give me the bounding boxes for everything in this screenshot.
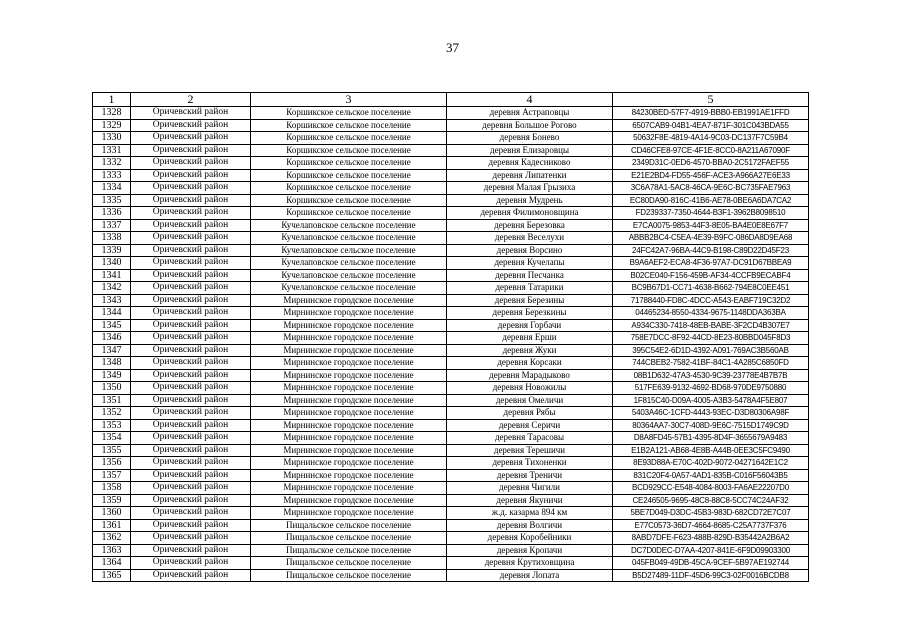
cell-number: 1362 bbox=[93, 532, 131, 545]
cell-guid: 80364AA7-30C7-408D-9E6C-7515D1749C9D bbox=[613, 419, 809, 432]
cell-place: деревня Ерши bbox=[447, 332, 613, 345]
cell-place: деревня Песчанка bbox=[447, 269, 613, 282]
column-header-guid: 5 bbox=[613, 93, 809, 107]
cell-district: Оричевский район bbox=[131, 219, 251, 232]
cell-place: деревня Якуничи bbox=[447, 494, 613, 507]
cell-number: 1355 bbox=[93, 444, 131, 457]
cell-settlement: Кучелаповское сельское поселение bbox=[251, 269, 447, 282]
cell-district: Оричевский район bbox=[131, 332, 251, 345]
cell-number: 1330 bbox=[93, 132, 131, 145]
cell-settlement: Мирнинское городское поселение bbox=[251, 394, 447, 407]
cell-district: Оричевский район bbox=[131, 569, 251, 582]
cell-district: Оричевский район bbox=[131, 519, 251, 532]
cell-settlement: Мирнинское городское поселение bbox=[251, 407, 447, 420]
cell-settlement: Коршикское сельское поселение bbox=[251, 194, 447, 207]
table-row bbox=[93, 132, 809, 145]
cell-guid: BC9B67D1-CC71-4638-B662-794E8C0EE451 bbox=[613, 282, 809, 295]
cell-district: Оричевский район bbox=[131, 394, 251, 407]
cell-place: деревня Корсаки bbox=[447, 357, 613, 370]
cell-district: Оричевский район bbox=[131, 382, 251, 395]
page-number: 37 bbox=[446, 40, 459, 55]
cell-guid: E21E2BD4-FD55-456F-ACE3-A966A27E6E33 bbox=[613, 169, 809, 182]
table-row bbox=[93, 269, 809, 282]
cell-settlement: Мирнинское городское поселение bbox=[251, 369, 447, 382]
cell-number: 1341 bbox=[93, 269, 131, 282]
cell-guid: B02CE040-F156-459B-AF34-4CCFB9ECABF4 bbox=[613, 269, 809, 282]
cell-number: 1340 bbox=[93, 257, 131, 270]
cell-number: 1358 bbox=[93, 482, 131, 495]
cell-guid: 50632F8E-4819-4A14-9C03-DC137F7C59B4 bbox=[613, 132, 809, 145]
cell-place: деревня Тихоненки bbox=[447, 457, 613, 470]
cell-number: 1349 bbox=[93, 369, 131, 382]
cell-settlement: Пищальское сельское поселение bbox=[251, 557, 447, 570]
table-row bbox=[93, 194, 809, 207]
cell-number: 1339 bbox=[93, 244, 131, 257]
cell-district: Оричевский район bbox=[131, 132, 251, 145]
cell-settlement: Коршикское сельское поселение bbox=[251, 107, 447, 120]
cell-guid: 04465234-8550-4334-9675-1148DDA363BA bbox=[613, 307, 809, 320]
cell-number: 1329 bbox=[93, 119, 131, 132]
cell-guid: 1F815C40-D09A-4005-A3B3-5478A4F5E807 bbox=[613, 394, 809, 407]
cell-number: 1348 bbox=[93, 357, 131, 370]
table-row bbox=[93, 419, 809, 432]
table-row bbox=[93, 319, 809, 332]
cell-guid: E77C0573-36D7-4664-8685-C25A7737F376 bbox=[613, 519, 809, 532]
column-header-number: 1 bbox=[93, 93, 131, 107]
cell-district: Оричевский район bbox=[131, 357, 251, 370]
cell-guid: DC7D0DEC-D7AA-4207-841E-6F9D09903300 bbox=[613, 544, 809, 557]
cell-place: деревня Ворсино bbox=[447, 244, 613, 257]
table-row bbox=[93, 219, 809, 232]
cell-guid: 517FE639-9132-4692-BD68-970DE9750880 bbox=[613, 382, 809, 395]
cell-number: 1354 bbox=[93, 432, 131, 445]
cell-place: деревня Липатенки bbox=[447, 169, 613, 182]
table-body bbox=[93, 107, 809, 582]
cell-number: 1344 bbox=[93, 307, 131, 320]
table-row bbox=[93, 482, 809, 495]
cell-guid: 8ABD7DFE-F623-488B-829D-B35442A2B6A2 bbox=[613, 532, 809, 545]
cell-settlement: Мирнинское городское поселение bbox=[251, 344, 447, 357]
cell-settlement: Коршикское сельское поселение bbox=[251, 132, 447, 145]
cell-settlement: Коршикское сельское поселение bbox=[251, 207, 447, 220]
cell-district: Оричевский район bbox=[131, 232, 251, 245]
table-row bbox=[93, 457, 809, 470]
cell-district: Оричевский район bbox=[131, 169, 251, 182]
cell-place: деревня Крутиховщина bbox=[447, 557, 613, 570]
cell-number: 1338 bbox=[93, 232, 131, 245]
cell-district: Оричевский район bbox=[131, 482, 251, 495]
column-header-district: 2 bbox=[131, 93, 251, 107]
cell-place: деревня Елизаровцы bbox=[447, 144, 613, 157]
table-row bbox=[93, 444, 809, 457]
table-row bbox=[93, 157, 809, 170]
table-header bbox=[93, 93, 809, 107]
cell-number: 1361 bbox=[93, 519, 131, 532]
cell-settlement: Пищальское сельское поселение bbox=[251, 544, 447, 557]
table-row bbox=[93, 519, 809, 532]
cell-settlement: Мирнинское городское поселение bbox=[251, 469, 447, 482]
cell-district: Оричевский район bbox=[131, 469, 251, 482]
table-row bbox=[93, 369, 809, 382]
cell-guid: EC80DA90-816C-41B6-AE78-0BE6A6DA7CA2 bbox=[613, 194, 809, 207]
cell-number: 1353 bbox=[93, 419, 131, 432]
table-row bbox=[93, 494, 809, 507]
cell-guid: 758E7DCC-8F92-44CD-8E23-80BBD045F8D3 bbox=[613, 332, 809, 345]
cell-district: Оричевский район bbox=[131, 307, 251, 320]
cell-guid: 395C54E2-6D1D-4392-A091-769AC3B560AB bbox=[613, 344, 809, 357]
cell-guid: 3C6A78A1-5AC8-46CA-9E6C-BC735FAE7963 bbox=[613, 182, 809, 195]
cell-number: 1331 bbox=[93, 144, 131, 157]
table-row bbox=[93, 382, 809, 395]
cell-place: деревня Тарасовы bbox=[447, 432, 613, 445]
cell-settlement: Пищальское сельское поселение bbox=[251, 569, 447, 582]
cell-district: Оричевский район bbox=[131, 107, 251, 120]
table-row bbox=[93, 557, 809, 570]
cell-district: Оричевский район bbox=[131, 269, 251, 282]
cell-place: деревня Большое Рогово bbox=[447, 119, 613, 132]
cell-place: деревня Березкины bbox=[447, 307, 613, 320]
cell-settlement: Мирнинское городское поселение bbox=[251, 332, 447, 345]
table-row bbox=[93, 507, 809, 520]
cell-settlement: Мирнинское городское поселение bbox=[251, 319, 447, 332]
table-row bbox=[93, 332, 809, 345]
column-header-place: 4 bbox=[447, 93, 613, 107]
cell-district: Оричевский район bbox=[131, 432, 251, 445]
table-row bbox=[93, 232, 809, 245]
cell-place: деревня Веселухи bbox=[447, 232, 613, 245]
cell-district: Оричевский район bbox=[131, 419, 251, 432]
table-row bbox=[93, 169, 809, 182]
cell-place: деревня Волгичи bbox=[447, 519, 613, 532]
cell-district: Оричевский район bbox=[131, 507, 251, 520]
cell-guid: CE246505-9695-48C8-88C8-5CC74C24AF32 bbox=[613, 494, 809, 507]
cell-settlement: Коршикское сельское поселение bbox=[251, 144, 447, 157]
cell-number: 1335 bbox=[93, 194, 131, 207]
cell-number: 1336 bbox=[93, 207, 131, 220]
cell-number: 1337 bbox=[93, 219, 131, 232]
cell-place: деревня Серичи bbox=[447, 419, 613, 432]
cell-settlement: Кучелаповское сельское поселение bbox=[251, 257, 447, 270]
cell-number: 1346 bbox=[93, 332, 131, 345]
cell-number: 1351 bbox=[93, 394, 131, 407]
cell-place: деревня Терешичи bbox=[447, 444, 613, 457]
table-row bbox=[93, 344, 809, 357]
cell-guid: A934C330-7418-48EB-BABE-3F2CD4B307E7 bbox=[613, 319, 809, 332]
cell-place: деревня Лопата bbox=[447, 569, 613, 582]
cell-place: деревня Жуки bbox=[447, 344, 613, 357]
cell-district: Оричевский район bbox=[131, 119, 251, 132]
header-row bbox=[93, 93, 809, 107]
cell-district: Оричевский район bbox=[131, 244, 251, 257]
table-row bbox=[93, 294, 809, 307]
cell-number: 1363 bbox=[93, 544, 131, 557]
cell-number: 1364 bbox=[93, 557, 131, 570]
table-row bbox=[93, 432, 809, 445]
cell-settlement: Мирнинское городское поселение bbox=[251, 357, 447, 370]
cell-place: деревня Рябы bbox=[447, 407, 613, 420]
table-row bbox=[93, 107, 809, 120]
cell-number: 1343 bbox=[93, 294, 131, 307]
column-header-settlement: 3 bbox=[251, 93, 447, 107]
cell-district: Оричевский район bbox=[131, 294, 251, 307]
cell-settlement: Мирнинское городское поселение bbox=[251, 482, 447, 495]
cell-settlement: Мирнинское городское поселение bbox=[251, 457, 447, 470]
cell-settlement: Кучелаповское сельское поселение bbox=[251, 219, 447, 232]
table-row bbox=[93, 357, 809, 370]
table-row bbox=[93, 282, 809, 295]
cell-place: деревня Чигили bbox=[447, 482, 613, 495]
cell-guid: 5403A46C-1CFD-4443-93EC-D3D80306A98F bbox=[613, 407, 809, 420]
cell-guid: 08B1D632-47A3-4530-9C39-23778E4B7B7B bbox=[613, 369, 809, 382]
cell-district: Оричевский район bbox=[131, 344, 251, 357]
cell-place: деревня Кучелапы bbox=[447, 257, 613, 270]
table-row bbox=[93, 144, 809, 157]
table-row bbox=[93, 544, 809, 557]
cell-place: деревня Бонево bbox=[447, 132, 613, 145]
cell-district: Оричевский район bbox=[131, 144, 251, 157]
cell-number: 1347 bbox=[93, 344, 131, 357]
table-row bbox=[93, 469, 809, 482]
cell-settlement: Пищальское сельское поселение bbox=[251, 519, 447, 532]
cell-settlement: Мирнинское городское поселение bbox=[251, 494, 447, 507]
cell-number: 1334 bbox=[93, 182, 131, 195]
cell-district: Оричевский район bbox=[131, 194, 251, 207]
cell-settlement: Мирнинское городское поселение bbox=[251, 419, 447, 432]
cell-number: 1345 bbox=[93, 319, 131, 332]
table-row bbox=[93, 257, 809, 270]
cell-district: Оричевский район bbox=[131, 157, 251, 170]
cell-place: деревня Березовка bbox=[447, 219, 613, 232]
cell-settlement: Коршикское сельское поселение bbox=[251, 119, 447, 132]
cell-guid: CD46CFE8-97CE-4F1E-8CC0-8A211A67090F bbox=[613, 144, 809, 157]
cell-number: 1333 bbox=[93, 169, 131, 182]
cell-guid: B5D27489-11DF-45D6-99C3-02F0016BCDB8 bbox=[613, 569, 809, 582]
cell-place: деревня Горбачи bbox=[447, 319, 613, 332]
table-row bbox=[93, 394, 809, 407]
cell-place: деревня Коробейники bbox=[447, 532, 613, 545]
cell-place: ж.д. казарма 894 км bbox=[447, 507, 613, 520]
cell-guid: 8E93D88A-E70C-402D-9072-04271642E1C2 bbox=[613, 457, 809, 470]
cell-district: Оричевский район bbox=[131, 369, 251, 382]
cell-place: деревня Татарики bbox=[447, 282, 613, 295]
cell-number: 1332 bbox=[93, 157, 131, 170]
cell-settlement: Коршикское сельское поселение bbox=[251, 157, 447, 170]
cell-settlement: Мирнинское городское поселение bbox=[251, 382, 447, 395]
cell-number: 1359 bbox=[93, 494, 131, 507]
cell-settlement: Мирнинское городское поселение bbox=[251, 444, 447, 457]
cell-guid: 24FC42A7-96BA-44C9-B198-C89D22D45F23 bbox=[613, 244, 809, 257]
cell-district: Оричевский район bbox=[131, 457, 251, 470]
cell-district: Оричевский район bbox=[131, 544, 251, 557]
cell-guid: FD239337-7350-4644-B3F1-3962B8098510 bbox=[613, 207, 809, 220]
cell-settlement: Мирнинское городское поселение bbox=[251, 507, 447, 520]
cell-number: 1360 bbox=[93, 507, 131, 520]
cell-settlement: Кучелаповское сельское поселение bbox=[251, 282, 447, 295]
cell-guid: 2349D31C-0ED6-4570-BBA0-2C5172FAEF55 bbox=[613, 157, 809, 170]
cell-district: Оричевский район bbox=[131, 494, 251, 507]
cell-guid: 744CBEB2-7582-41BF-84C1-4A285C6850FD bbox=[613, 357, 809, 370]
cell-guid: ABBB2BC4-C5EA-4E39-B9FC-086DA8D9EA68 bbox=[613, 232, 809, 245]
table-row bbox=[93, 207, 809, 220]
cell-guid: 831C20F4-0A57-4AD1-835B-C016F56043B5 bbox=[613, 469, 809, 482]
cell-guid: E7CA0075-9853-44F3-8E05-BA4E0E8E67F7 bbox=[613, 219, 809, 232]
table-row bbox=[93, 407, 809, 420]
cell-settlement: Кучелаповское сельское поселение bbox=[251, 244, 447, 257]
cell-district: Оричевский район bbox=[131, 444, 251, 457]
cell-place: деревня Треничи bbox=[447, 469, 613, 482]
cell-district: Оричевский район bbox=[131, 557, 251, 570]
cell-district: Оричевский район bbox=[131, 319, 251, 332]
cell-place: деревня Кропачи bbox=[447, 544, 613, 557]
cell-district: Оричевский район bbox=[131, 282, 251, 295]
cell-place: деревня Филимоновщина bbox=[447, 207, 613, 220]
cell-settlement: Пищальское сельское поселение bbox=[251, 532, 447, 545]
table-row bbox=[93, 569, 809, 582]
settlement-registry-table bbox=[92, 92, 809, 582]
cell-guid: 71788440-FD8C-4DCC-A543-EABF719C32D2 bbox=[613, 294, 809, 307]
table-row bbox=[93, 532, 809, 545]
cell-number: 1350 bbox=[93, 382, 131, 395]
table-row bbox=[93, 119, 809, 132]
cell-district: Оричевский район bbox=[131, 532, 251, 545]
cell-place: деревня Березины bbox=[447, 294, 613, 307]
cell-settlement: Мирнинское городское поселение bbox=[251, 307, 447, 320]
cell-guid: 84230BED-57F7-4919-BBB0-EB1991AE1FFD bbox=[613, 107, 809, 120]
cell-district: Оричевский район bbox=[131, 182, 251, 195]
cell-place: деревня Мудрень bbox=[447, 194, 613, 207]
cell-place: деревня Марадыково bbox=[447, 369, 613, 382]
cell-guid: E1B2A121-AB68-4E8B-A44B-0EE3C5FC9490 bbox=[613, 444, 809, 457]
cell-place: деревня Астраповцы bbox=[447, 107, 613, 120]
cell-district: Оричевский район bbox=[131, 407, 251, 420]
cell-guid: 6507CAB9-04B1-4EA7-871F-301C043BDA55 bbox=[613, 119, 809, 132]
cell-number: 1352 bbox=[93, 407, 131, 420]
table-row bbox=[93, 307, 809, 320]
cell-settlement: Коршикское сельское поселение bbox=[251, 169, 447, 182]
cell-number: 1328 bbox=[93, 107, 131, 120]
cell-number: 1357 bbox=[93, 469, 131, 482]
cell-district: Оричевский район bbox=[131, 207, 251, 220]
cell-settlement: Мирнинское городское поселение bbox=[251, 294, 447, 307]
cell-number: 1342 bbox=[93, 282, 131, 295]
cell-place: деревня Новожилы bbox=[447, 382, 613, 395]
cell-district: Оричевский район bbox=[131, 257, 251, 270]
cell-place: деревня Омеличи bbox=[447, 394, 613, 407]
cell-settlement: Кучелаповское сельское поселение bbox=[251, 232, 447, 245]
cell-settlement: Коршикское сельское поселение bbox=[251, 182, 447, 195]
cell-settlement: Мирнинское городское поселение bbox=[251, 432, 447, 445]
table-row bbox=[93, 182, 809, 195]
cell-guid: B9A6AEF2-ECA8-4F36-97A7-DC91D67BBEA9 bbox=[613, 257, 809, 270]
cell-number: 1356 bbox=[93, 457, 131, 470]
cell-guid: BCD929CC-E548-4084-8003-FA6AE22207D0 bbox=[613, 482, 809, 495]
cell-place: деревня Малая Грызиха bbox=[447, 182, 613, 195]
cell-guid: 045FB049-49DB-45CA-9CEF-5B97AE192744 bbox=[613, 557, 809, 570]
cell-guid: 5BE7D049-D3DC-45B3-983D-682CD72E7C07 bbox=[613, 507, 809, 520]
cell-number: 1365 bbox=[93, 569, 131, 582]
cell-guid: D8A8FD45-57B1-4395-8D4F-3655679A9483 bbox=[613, 432, 809, 445]
cell-place: деревня Кадесниково bbox=[447, 157, 613, 170]
table-row bbox=[93, 244, 809, 257]
